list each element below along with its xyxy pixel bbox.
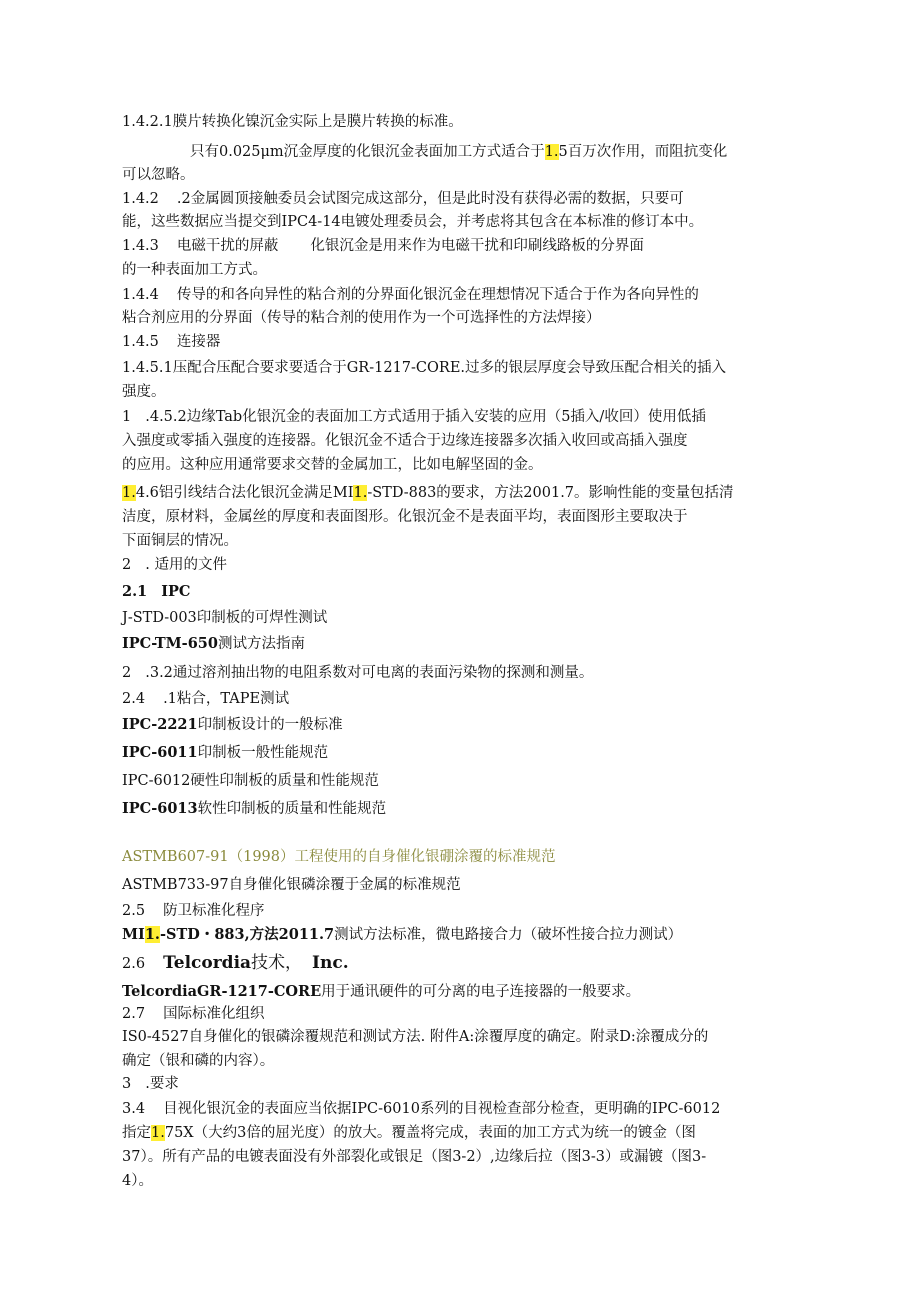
ref-iso-4527: IS0-4527自身催化的银磷涂覆规范和测试方法. 附件A:涂覆厚度的确定。附录D:涂覆成分的 bbox=[122, 1029, 709, 1045]
ref-ipc-2221: IPC-2221印制板设计的一般标准 bbox=[122, 716, 343, 733]
para-thickness-cont: 可以忽略。 bbox=[122, 167, 195, 183]
para-1-4-5-2-cont2: 的应用。这种应用通常要求交替的金属加工，比如电解坚固的金。 bbox=[122, 457, 543, 473]
para-thickness: 只有0.025μm沉金厚度的化银沉金表面加工方式适合于1.5百万次作用，而阻抗变化 bbox=[190, 144, 728, 160]
para-1-4-6: 1.4.6铝引线结合法化银沉金满足MI1.-STD-883的要求，方法2001.7。影响性能的变量包括清 bbox=[122, 485, 734, 501]
para-1-4-5-1-cont: 强度。 bbox=[122, 384, 166, 400]
ref-ipc-6012: IPC-6012硬性印制板的质量和性能规范 bbox=[122, 773, 379, 789]
para-3-4-cont2: 37）。所有产品的电镀表面没有外部裂化或银足（图3-2）,边缘后拉（图3-3）或漏镀（图3- bbox=[122, 1149, 707, 1165]
ref-astm-b733: ASTMB733-97自身催化银磷涂覆于金属的标准规范 bbox=[122, 877, 461, 893]
section-2-7-heading: 2.7 国际标准化组织 bbox=[122, 1006, 265, 1022]
para-1-4-6-cont2: 下面铜层的情况。 bbox=[122, 533, 238, 549]
ref-ipc-6011: IPC-6011印制板一般性能规范 bbox=[122, 744, 329, 761]
para-1-4-2-1: 1.4.2.1膜片转换化镍沉金实际上是膜片转换的标准。 bbox=[122, 114, 463, 130]
ref-iso-4527-cont: 确定（银和磷的内容）。 bbox=[122, 1053, 275, 1069]
para-1-4-5: 1.4.5 连接器 bbox=[122, 334, 221, 350]
para-1-4-2-2-cont: 能，这些数据应当提交到IPC4-14电镀处理委员会，并考虑将其包含在本标准的修订本中。 bbox=[122, 214, 704, 230]
para-1-4-5-2-cont1: 入强度或零插入强度的连接器。化银沉金不适合于边缘连接器多次插入收回或高插入强度 bbox=[122, 433, 688, 449]
ref-j-std-003: J-STD-003印制板的可焊性测试 bbox=[122, 610, 328, 626]
para-1-4-5-2: 1 .4.5.2边缘Tab化银沉金的表面加工方式适用于插入安装的应用（5插入/收回）使用低插 bbox=[122, 409, 706, 425]
ref-astm-b607: ASTMB607-91（1998）工程使用的自身催化银硼涂覆的标准规范 bbox=[122, 849, 556, 865]
section-2-1-heading: 2.1 IPC bbox=[122, 583, 191, 600]
section-2-6-heading: 2.6 Telcordia技术， Inc. bbox=[122, 953, 349, 973]
ref-telcordia-gr-1217: TelcordiaGR-1217-CORE用于通讯硬件的可分离的电子连接器的一般要求。 bbox=[122, 983, 641, 1000]
section-3-heading: 3 .要求 bbox=[122, 1076, 179, 1092]
para-1-4-3: 1.4.3 电磁干扰的屏蔽 化银沉金是用来作为电磁干扰和印刷线路板的分界面 bbox=[122, 238, 644, 254]
ref-2-3-2: 2 .3.2通过溶剂抽出物的电阻系数对可电离的表面污染物的探测和测量。 bbox=[122, 665, 594, 681]
para-1-4-5-1: 1.4.5.1压配合压配合要求要适合于GR-1217-CORE.过多的银层厚度会导致压配合相关的插入 bbox=[122, 360, 727, 376]
para-1-4-3-cont: 的一种表面加工方式。 bbox=[122, 262, 267, 278]
ref-ipc-6013: IPC-6013软性印制板的质量和性能规范 bbox=[122, 800, 387, 817]
ref-mil-std-883: MI1.-STD・883,方法2011.7测试方法标准，微电路接合力（破坏性接合拉力测试） bbox=[122, 926, 683, 943]
ref-ipc-tm-650: IPC-TM-650测试方法指南 bbox=[122, 635, 305, 652]
ref-2-4-1: 2.4 .1粘合，TAPE测试 bbox=[122, 691, 290, 707]
para-3-4: 3.4 目视化银沉金的表面应当依据IPC-6010系列的目视检查部分检查，更明确的IPC-6012 bbox=[122, 1101, 721, 1117]
para-1-4-4-cont: 粘合剂应用的分界面（传导的粘合剂的使用作为一个可选择性的方法焊接） bbox=[122, 310, 601, 326]
para-3-4-cont3: 4）。 bbox=[122, 1173, 153, 1189]
para-1-4-2-2: 1.4.2 .2金属圆顶接触委员会试图完成这部分，但是此时没有获得必需的数据，只要可 bbox=[122, 191, 684, 207]
para-1-4-4: 1.4.4 传导的和各向异性的粘合剂的分界面化银沉金在理想情况下适合于作为各向异性的 bbox=[122, 287, 699, 303]
para-1-4-6-cont1: 洁度，原材料，金属丝的厚度和表面图形。化银沉金不是表面平均，表面图形主要取决于 bbox=[122, 509, 688, 525]
para-3-4-cont1: 指定1.75X（大约3倍的屈光度）的放大。覆盖将完成，表面的加工方式为统一的镀金（图 bbox=[122, 1125, 696, 1141]
section-2-heading: 2 . 适用的文件 bbox=[122, 557, 227, 573]
section-2-5-heading: 2.5 防卫标准化程序 bbox=[122, 903, 265, 919]
